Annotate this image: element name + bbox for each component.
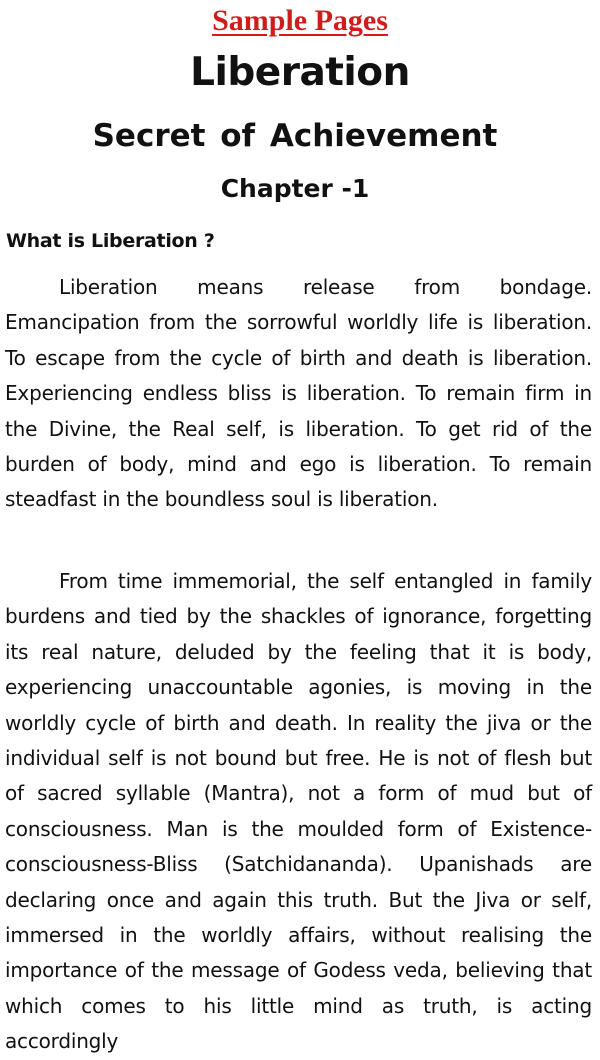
book-title: Liberation (190, 50, 410, 95)
paragraph-1: Liberation means release from bondage. Emancipation from the sorrowful worldly life is liberation. To escape from the cycle of birth and death is liberation. Experiencing endless bliss is liberation. To remain firm in the Divine, the Real self, is liberation. To get rid of the burden of body, mind and ego is liberation. To remain steadfast in the boundless soul is liberation. (5, 275, 592, 512)
chapter-heading: Chapter -1 (220, 174, 370, 203)
sample-pages-banner (0, 2, 600, 40)
sample-pages-label: Sample Pages (212, 4, 388, 37)
section-heading: What is Liberation ? (6, 230, 215, 252)
paragraph-2: From time immemorial, the self entangled in family burdens and tied by the shackles of ignorance, forgetting its real nature, deluded by the feeling that it is body, experiencing unaccountable agonies, is moving in the worldly cycle of birth and death. In reality the jiva or the individual self is not bound but free. He is not of flesh but of sacred syllable (Mantra), not a form of mud but of consciousness. Man is the moulded form of Existence- consciousness-Bliss (Satchidananda). Upanishads are declaring once and again this truth. But the Jiva or self, immersed in the worldly affairs, without realising the importance of the message of Godess veda, believing that which comes to his little mind as truth, is acting accordingly (5, 569, 592, 1054)
book-subtitle: Secret of Achievement (92, 118, 498, 154)
